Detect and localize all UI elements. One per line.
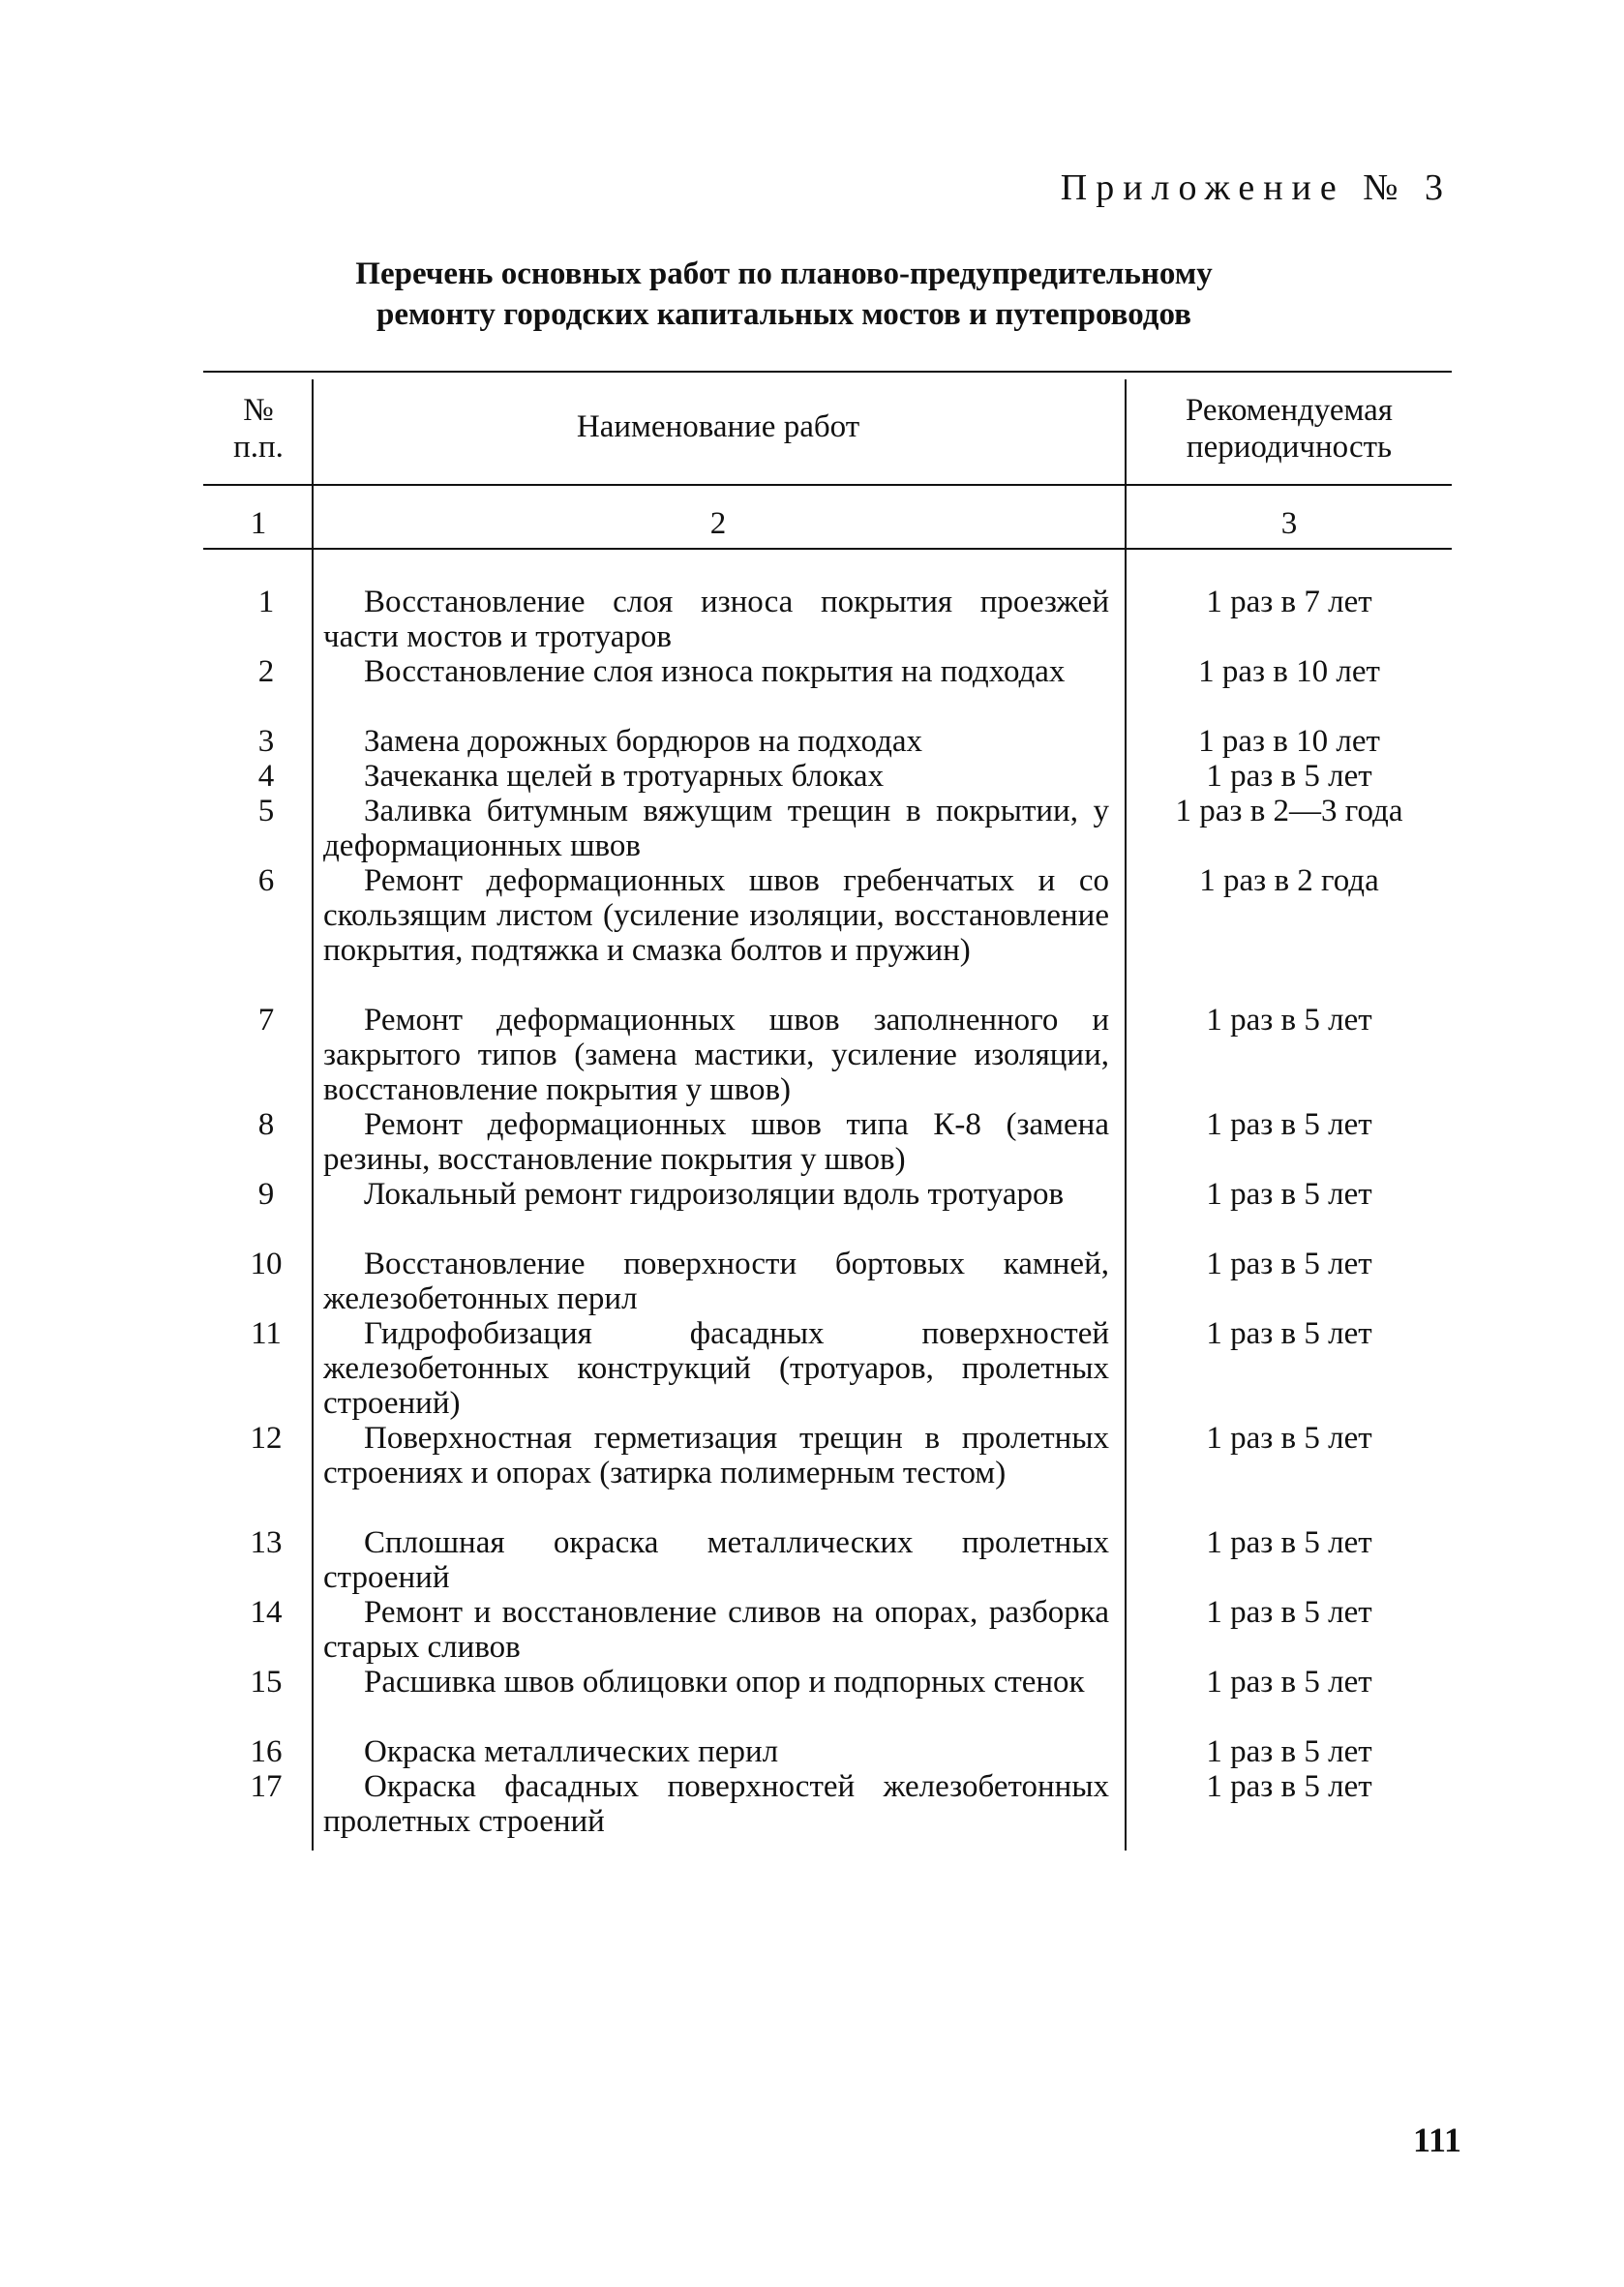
row-period: 1 раз в 5 лет	[1206, 1003, 1372, 1038]
row-number: 2	[257, 654, 275, 689]
table-top-rule	[203, 371, 1452, 373]
row-work: Восстановление поверхности бортовых камней, железобетонных перил	[323, 1247, 1109, 1316]
row-number: 9	[257, 1177, 275, 1212]
row-number: 5	[257, 794, 275, 828]
row-work: Восстановление слоя износа покрытия проезжей части мостов и тротуаров	[323, 585, 1109, 654]
row-work: Расшивка швов облицовки опор и подпорных стенок	[364, 1665, 1085, 1700]
row-period: 1 раз в 5 лет	[1206, 1595, 1372, 1630]
row-period: 1 раз в 5 лет	[1206, 759, 1372, 794]
row-work: Поверхностная герметизация трещин в пролетных строениях и опорах (затирка полимерным тестом)	[323, 1421, 1109, 1490]
document-title	[252, 254, 1316, 335]
row-period: 1 раз в 10 лет	[1198, 724, 1380, 759]
row-work: Сплошная окраска металлических пролетных строений	[323, 1525, 1109, 1595]
colnum-2: 2	[709, 506, 727, 541]
row-work: Заливка битумным вяжущим трещин в покрытии, у деформационных швов	[323, 794, 1109, 863]
row-work: Локальный ремонт гидроизоляции вдоль тротуаров	[364, 1177, 1065, 1212]
header-number: № п.п.	[233, 393, 284, 465]
row-period: 1 раз в 5 лет	[1206, 1769, 1372, 1804]
row-work: Замена дорожных бордюров на подходах	[364, 724, 923, 759]
row-period: 1 раз в 5 лет	[1206, 1665, 1372, 1700]
header-name: Наименование работ	[576, 409, 860, 444]
row-work: Зачеканка щелей в тротуарных блоках	[364, 759, 885, 794]
row-number: 17	[250, 1769, 283, 1804]
colnum-3: 3	[1280, 506, 1298, 541]
row-period: 1 раз в 5 лет	[1206, 1421, 1372, 1456]
row-number: 4	[257, 759, 275, 794]
row-work: Ремонт и восстановление сливов на опорах, разборка старых сливов	[323, 1595, 1109, 1665]
row-number: 15	[250, 1665, 283, 1700]
row-period: 1 раз в 5 лет	[1206, 1107, 1372, 1142]
row-period: 1 раз в 2—3 года	[1175, 794, 1403, 828]
row-number: 8	[257, 1107, 275, 1142]
row-number: 12	[250, 1421, 283, 1456]
title-line-1: Перечень основных работ по планово-предупредительному	[355, 256, 1213, 291]
row-work: Гидрофобизация фасадных поверхностей железобетонных конструкций (тротуаров, пролетных строений)	[323, 1316, 1109, 1421]
row-number: 11	[251, 1316, 282, 1351]
row-work: Окраска металлических перил	[364, 1734, 779, 1769]
row-number: 3	[257, 724, 275, 759]
row-period: 1 раз в 5 лет	[1206, 1734, 1372, 1769]
colnum-1: 1	[250, 506, 267, 541]
row-period: 1 раз в 5 лет	[1206, 1525, 1372, 1560]
row-period: 1 раз в 7 лет	[1206, 585, 1372, 619]
header-period: Рекомендуемая периодичность	[1186, 393, 1393, 465]
row-period: 1 раз в 2 года	[1199, 863, 1379, 898]
row-period: 1 раз в 5 лет	[1206, 1316, 1372, 1351]
page-number: 111	[1412, 2121, 1461, 2159]
row-period: 1 раз в 10 лет	[1198, 654, 1380, 689]
row-number: 13	[250, 1525, 283, 1560]
header-bottom-rule	[203, 484, 1452, 486]
row-number: 1	[257, 585, 275, 619]
row-number: 10	[250, 1247, 283, 1281]
appendix-label: Приложение № 3	[1060, 167, 1452, 208]
row-number: 16	[250, 1734, 283, 1769]
row-period: 1 раз в 5 лет	[1206, 1177, 1372, 1212]
row-work: Восстановление слоя износа покрытия на подходах	[364, 654, 1066, 689]
row-number: 7	[257, 1003, 275, 1038]
row-work: Ремонт деформационных швов типа К-8 (замена резины, восстановление покрытия у швов)	[323, 1107, 1109, 1177]
row-work: Ремонт деформационных швов заполненного и закрытого типов (замена мастики, усиление изоляции, восстановление покрытия у швов)	[323, 1003, 1109, 1107]
row-work: Ремонт деформационных швов гребенчатых и со скользящим листом (усиление изоляции, восстановление покрытия, подтяжка и смазка болтов и пружин)	[323, 863, 1109, 968]
row-period: 1 раз в 5 лет	[1206, 1247, 1372, 1281]
title-line-2: ремонту городских капитальных мостов и путепроводов	[376, 297, 1191, 332]
row-work: Окраска фасадных поверхностей железобетонных пролетных строений	[323, 1769, 1109, 1839]
colnum-bottom-rule	[203, 548, 1452, 550]
row-number: 14	[250, 1595, 283, 1630]
row-number: 6	[257, 863, 275, 898]
